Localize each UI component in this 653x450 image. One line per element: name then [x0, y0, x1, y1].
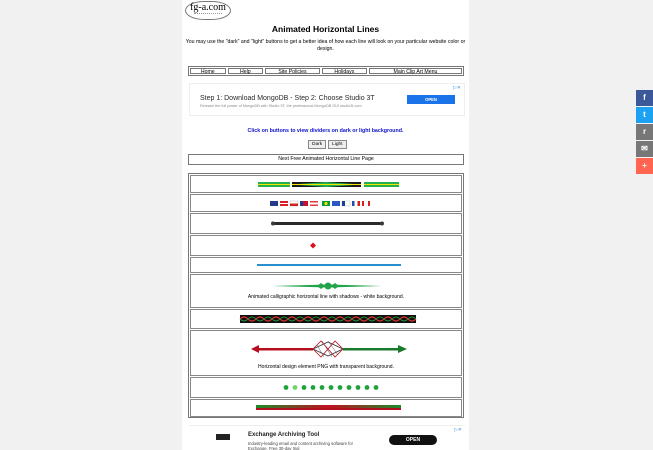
green-dots-divider[interactable]	[191, 378, 461, 397]
flags-divider[interactable]	[191, 195, 461, 211]
twitter-icon[interactable]: t	[636, 107, 653, 123]
ad-choices-icon[interactable]: ▷✕	[452, 85, 461, 91]
next-page-link[interactable]: Next Free Animated Horizontal Line Page	[188, 154, 464, 165]
logo-tagline-decoration	[194, 13, 222, 17]
divider-cell	[190, 330, 462, 376]
blue-line-divider[interactable]	[191, 258, 461, 272]
share-sidebar	[636, 90, 653, 175]
calligraphic-caption: Animated calligraphic horizontal line with shadows - white background.	[247, 294, 405, 300]
ad-choices-icon[interactable]: ▷✕	[453, 427, 462, 433]
more-icon[interactable]: +	[636, 158, 653, 174]
ad-open-button[interactable]: OPEN	[389, 435, 437, 445]
divider-cell	[190, 377, 462, 398]
divider-cell	[190, 309, 462, 329]
red-wave-divider[interactable]	[191, 310, 461, 328]
gradient-bar-divider[interactable]	[191, 400, 461, 416]
arrow-design-divider[interactable]	[191, 331, 461, 363]
green-striped-divider[interactable]	[191, 176, 461, 192]
nav-site-policies[interactable]: Site Policies	[265, 68, 320, 74]
ad-subtitle: Release the full power of MongoDB with Studio 3T, the professional MongoDB GUI studio3t.com	[200, 104, 362, 108]
dark-bar-divider[interactable]	[191, 214, 461, 233]
dark-button[interactable]: Dark	[308, 140, 326, 149]
divider-cell	[190, 399, 462, 417]
reddit-icon[interactable]: r	[636, 124, 653, 140]
page-title: Animated Horizontal Lines	[271, 24, 380, 34]
divider-cell	[190, 257, 462, 273]
nav-holidays[interactable]: Holidays	[322, 68, 367, 74]
page-content	[182, 0, 469, 450]
red-diamond-divider[interactable]	[191, 236, 461, 255]
light-button[interactable]: Light	[328, 140, 346, 149]
divider-cell	[190, 213, 462, 234]
facebook-icon[interactable]: f	[636, 90, 653, 106]
design-png-caption: Horizontal design element PNG with transparent background.	[258, 364, 394, 370]
divider-gallery	[188, 173, 464, 418]
logo-text: fg-a.com	[190, 2, 226, 13]
ad-open-button[interactable]: OPEN	[407, 95, 455, 104]
ad-logo	[216, 434, 230, 440]
background-hint: Click on buttons to view dividers on dark or light background.	[247, 128, 404, 134]
top-nav	[188, 66, 464, 76]
divider-cell	[190, 194, 462, 212]
ad-title[interactable]: Step 1: Download MongoDB - Step 2: Choose Studio 3T	[200, 95, 375, 102]
advertisement-banner[interactable]	[189, 83, 465, 116]
nav-home[interactable]: Home	[190, 68, 226, 74]
divider-cell	[190, 274, 462, 308]
site-logo[interactable]	[185, 1, 231, 20]
advertisement-banner-bottom[interactable]	[189, 425, 465, 450]
nav-help[interactable]: Help	[228, 68, 264, 74]
ad-title[interactable]: Exchange Archiving Tool	[248, 432, 320, 438]
divider-cell	[190, 175, 462, 193]
background-toggle	[308, 140, 347, 149]
email-icon[interactable]: ✉	[636, 141, 653, 157]
nav-main-clip-art-menu[interactable]: Main Clip Art Menu	[369, 68, 462, 74]
ad-subtitle: Industry-leading email and content archiving software for Exchange. Free 30-day trial	[248, 441, 353, 450]
divider-cell	[190, 235, 462, 256]
intro-text: You may use the "dark" and "light" buttons to get a better idea of how each line will look on your particular website color or design.	[185, 39, 466, 52]
